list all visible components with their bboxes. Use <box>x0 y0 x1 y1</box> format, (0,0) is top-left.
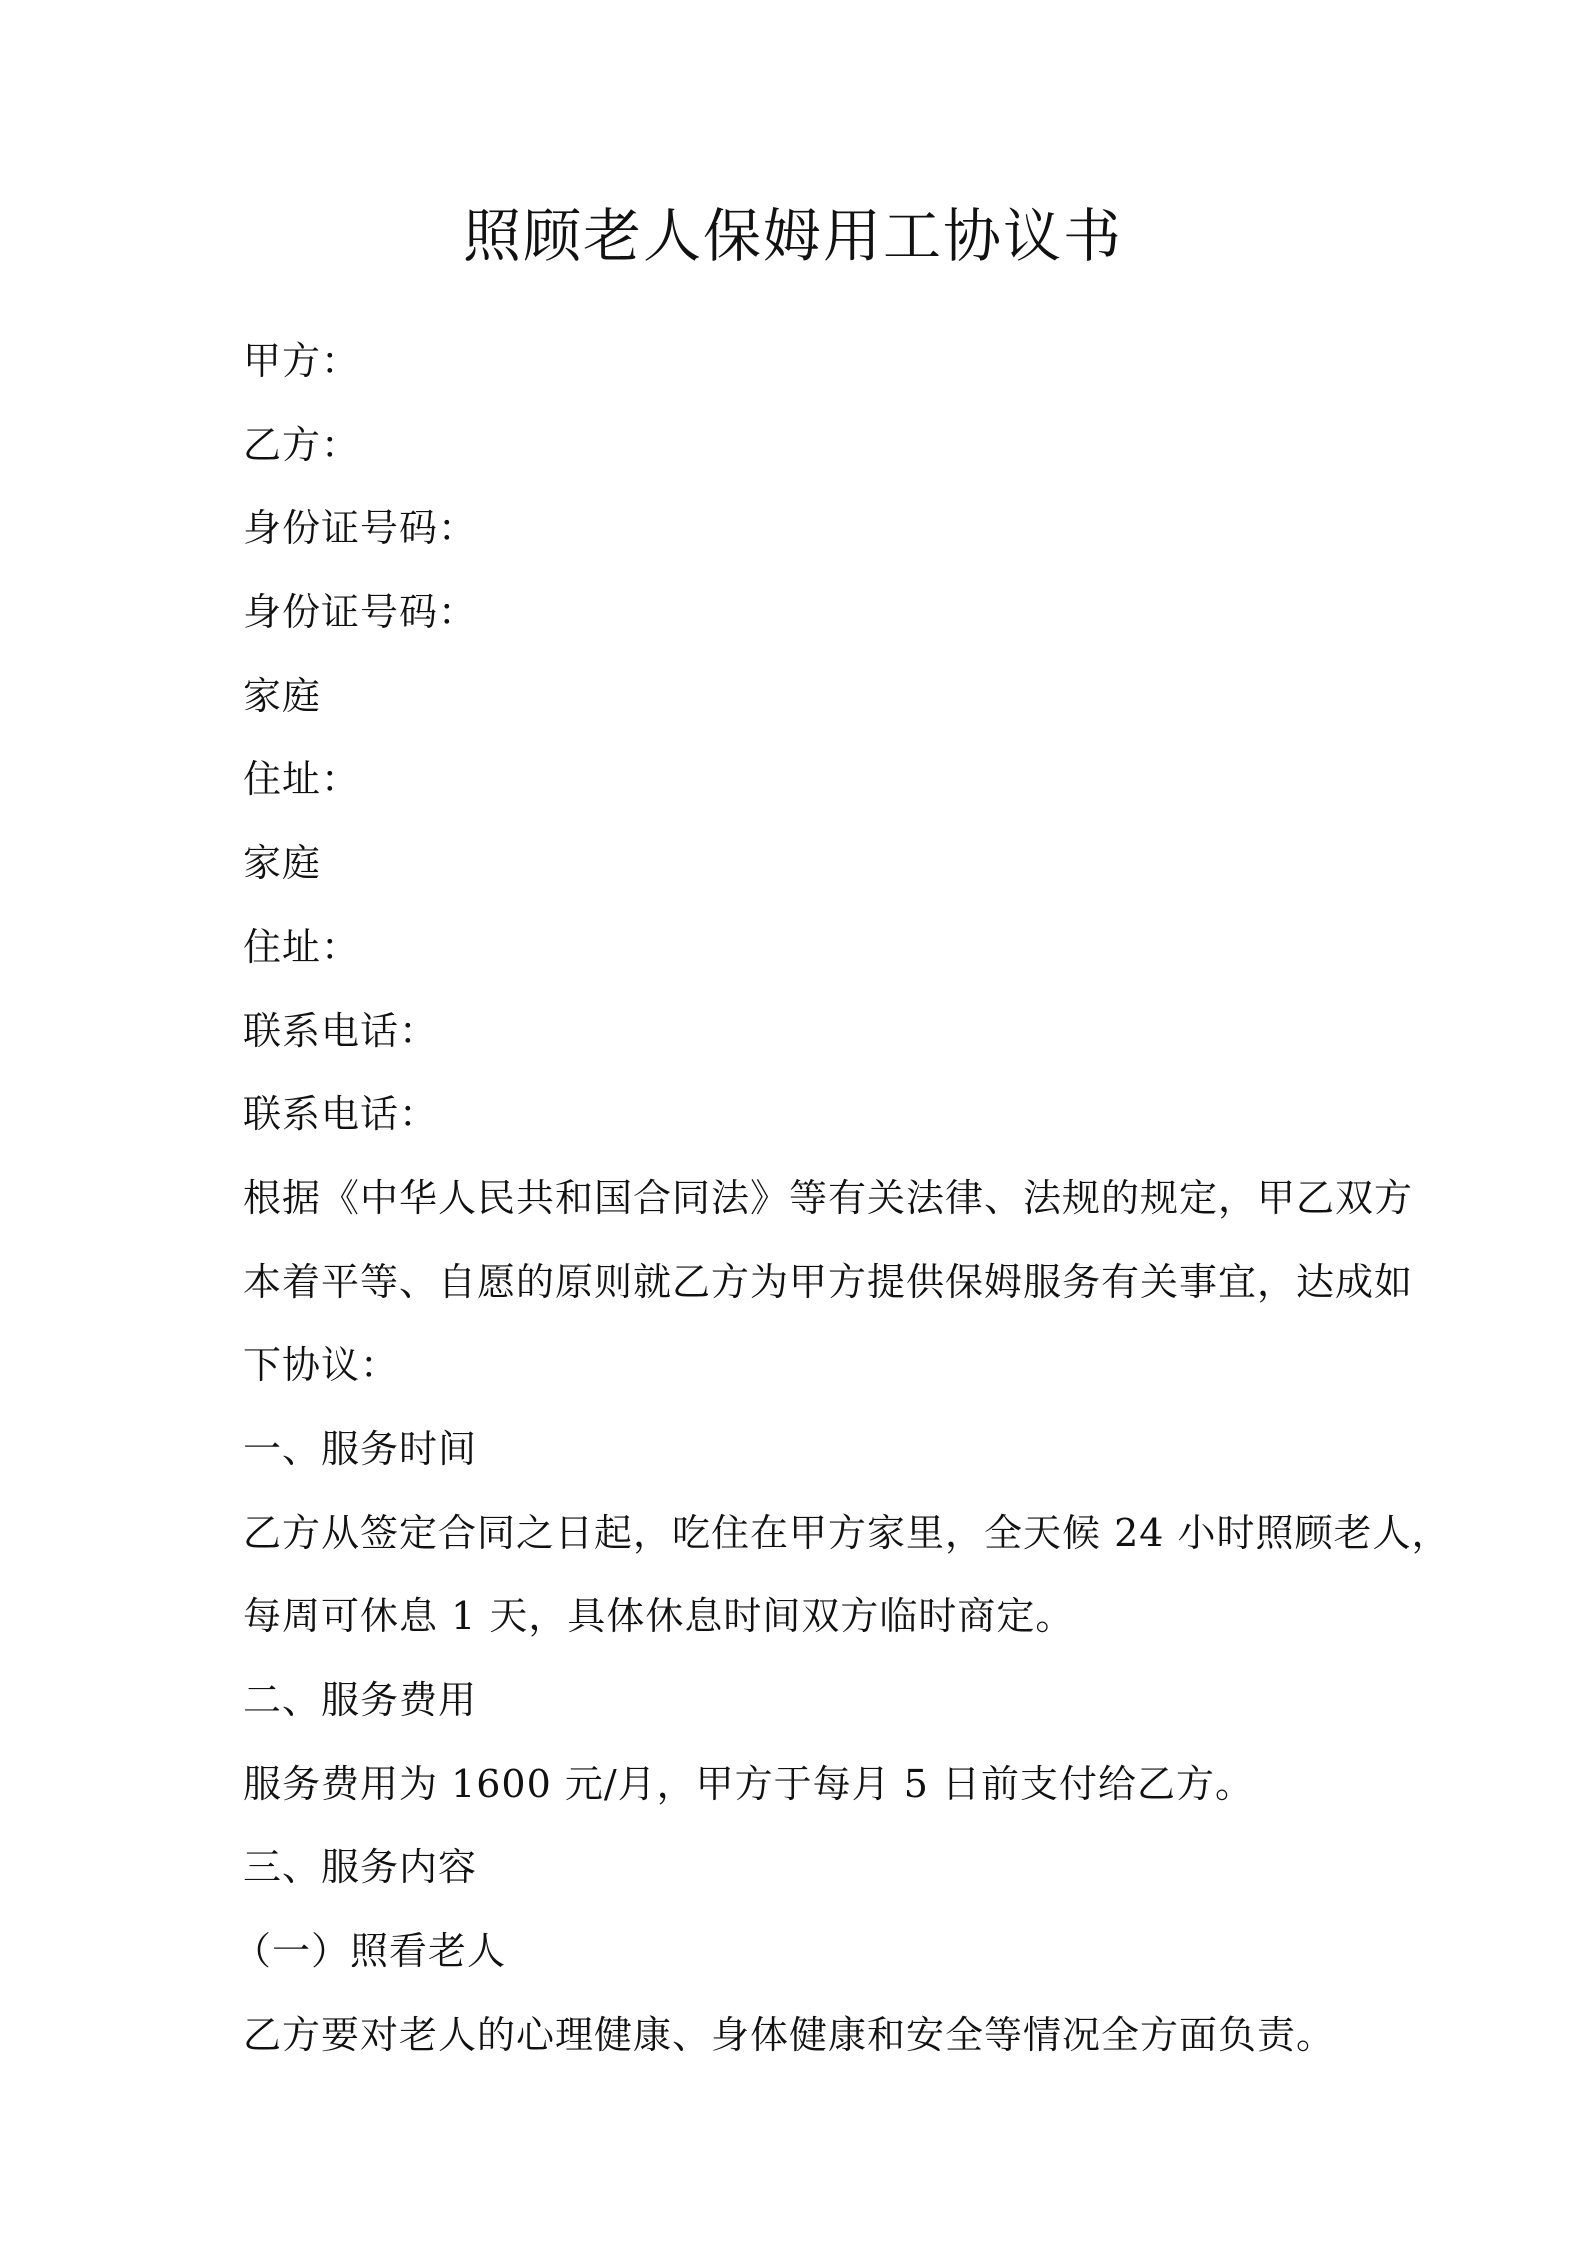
document-title: 照顾老人保姆用工协议书 <box>462 202 1123 270</box>
preamble-line-3: 下协议： <box>243 1343 400 1388</box>
service-time-line-1: 乙方从签定合同之日起，吃住在甲方家里，全天候 24 小时照顾老人， <box>243 1510 1451 1555</box>
section-heading-service-content: 三、服务内容 <box>243 1845 478 1890</box>
id-number-label-a: 身份证号码： <box>243 506 478 551</box>
service-fee-line: 服务费用为 1600 元/月，甲方于每月 5 日前支付给乙方。 <box>243 1761 1255 1806</box>
party-a-label: 甲方： <box>243 339 361 383</box>
phone-label-a: 联系电话： <box>243 1008 439 1053</box>
address-label-b: 住址： <box>243 924 361 969</box>
address-label-a: 住址： <box>243 757 361 802</box>
section-heading-service-time: 一、服务时间 <box>243 1426 478 1471</box>
home-label-a: 家庭 <box>243 673 322 718</box>
elder-care-line: 乙方要对老人的心理健康、身体健康和安全等情况全方面负责。 <box>243 2012 1336 2057</box>
home-label-b: 家庭 <box>243 841 322 886</box>
section-heading-service-fee: 二、服务费用 <box>243 1678 478 1722</box>
document-body <box>233 320 1451 2077</box>
subsection-heading-elder-care: （一）照看老人 <box>233 1929 507 1974</box>
phone-label-b: 联系电话： <box>243 1092 439 1137</box>
service-time-line-2: 每周可休息 1 天，具体休息时间双方临时商定。 <box>243 1594 1075 1639</box>
id-number-label-b: 身份证号码： <box>243 590 478 635</box>
party-b-label: 乙方： <box>243 422 361 467</box>
preamble-line-2: 本着平等、自愿的原则就乙方为甲方提供保姆服务有关事宜，达成如 <box>243 1259 1414 1304</box>
preamble-line-1: 根据《中华人民共和国合同法》等有关法律、法规的规定，甲乙双方 <box>243 1175 1414 1220</box>
